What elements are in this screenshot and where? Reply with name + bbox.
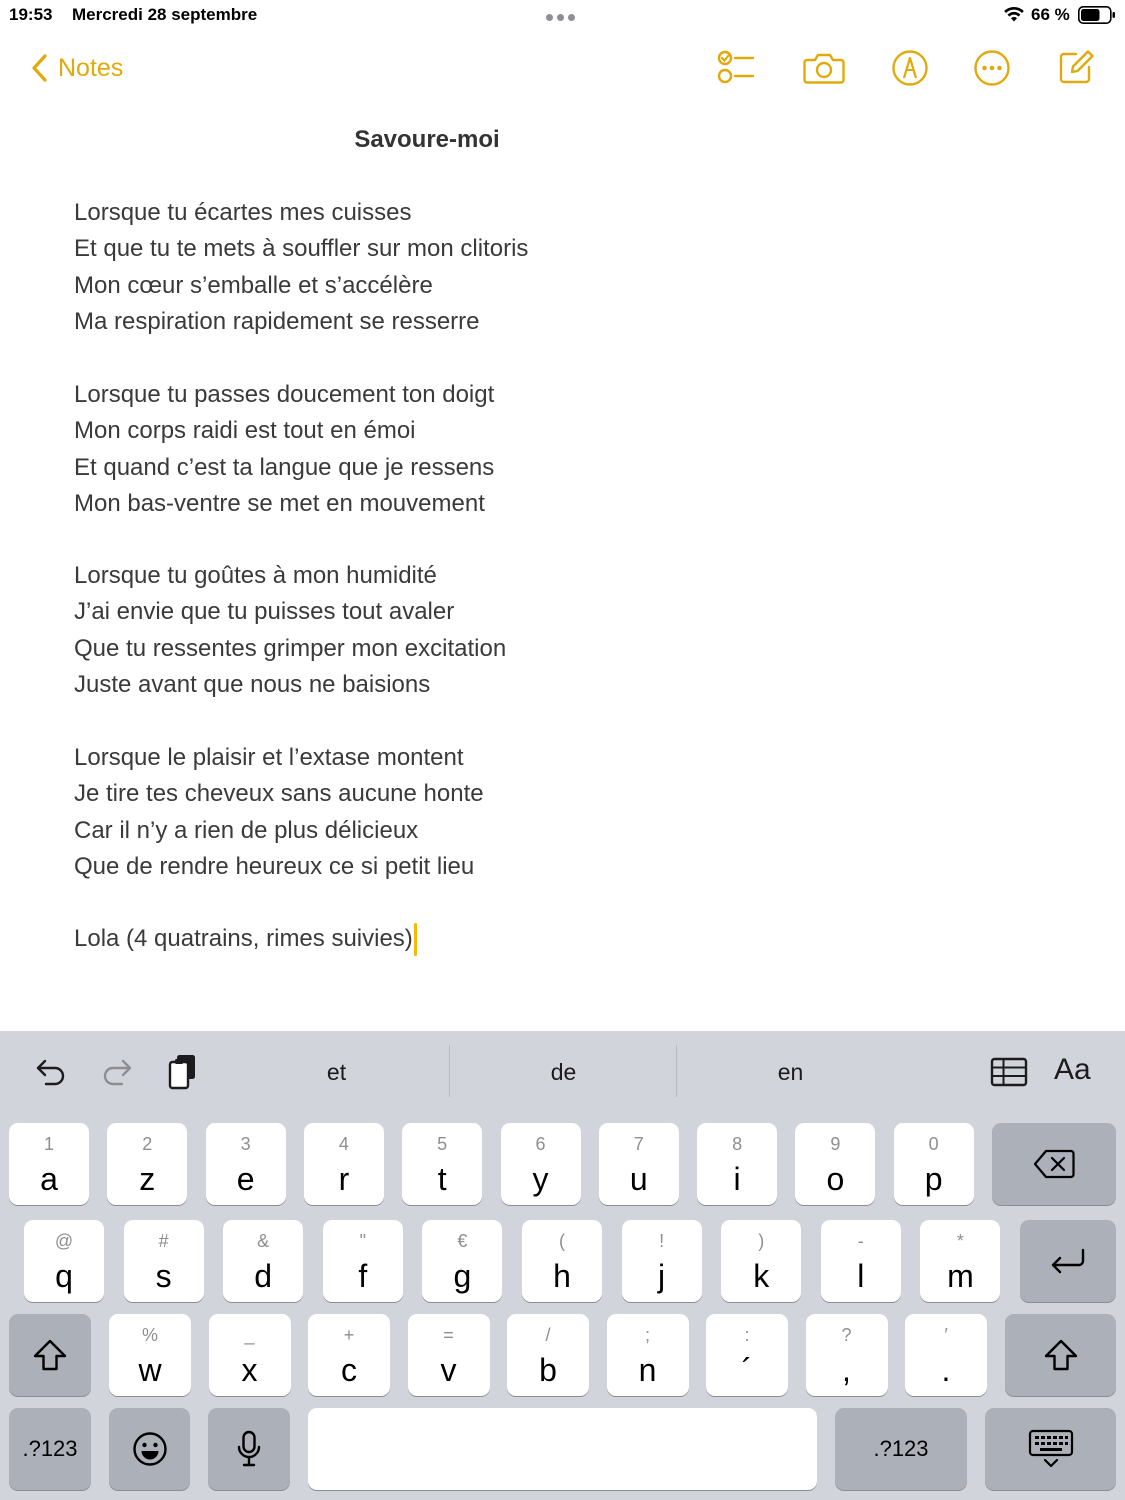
verse-line[interactable]: Lorsque le plaisir et l’extase montent [74,744,464,771]
verse-line[interactable]: Et quand c’est ta langue que je ressens [74,453,495,481]
verse-line[interactable]: J’ai envie que tu puisses tout avaler [74,598,455,626]
key-secondary-label: % [141,1325,158,1345]
shift-key-right[interactable] [1005,1314,1116,1396]
key-primary-label: e [236,1161,255,1197]
wifi-icon [1003,5,1025,23]
paste-button[interactable] [160,1049,206,1095]
keyboard-dismiss-icon [1028,1429,1074,1469]
key-w[interactable] [109,1314,191,1396]
verse-line[interactable]: Que de rendre heureux ce si petit lieu [74,852,475,880]
table-button[interactable] [986,1049,1032,1095]
checklist-icon [715,48,757,88]
dictation-key[interactable] [208,1408,290,1490]
key-g[interactable] [422,1220,502,1302]
key-z[interactable] [107,1123,187,1205]
key-primary-label: , [842,1352,851,1388]
key-c[interactable] [308,1314,390,1396]
key-secondary-label: + [343,1325,355,1345]
chevron-left-icon [30,53,48,83]
shift-icon [32,1338,68,1372]
redo-icon [100,1057,134,1087]
key-secondary-label: 5 [437,1134,448,1154]
key-punct-6[interactable] [706,1314,788,1396]
numbers-key-left[interactable] [9,1408,91,1490]
key-secondary-label: " [359,1231,366,1251]
stanza-4 [74,740,484,885]
hide-keyboard-key[interactable] [985,1408,1116,1490]
key-secondary-label: ? [841,1325,852,1345]
key-secondary-label: # [158,1231,169,1251]
key-o[interactable] [795,1123,875,1205]
text-format-button[interactable]: Aa [1054,1053,1091,1086]
compose-button[interactable] [1054,46,1098,90]
key-secondary-label: = [443,1325,454,1345]
text-caret [414,923,417,956]
key-n[interactable] [607,1314,689,1396]
multitasking-dots-icon[interactable] [546,8,580,22]
undo-button[interactable] [28,1049,74,1095]
key-primary-label: y [532,1161,549,1197]
signature-text: Lola (4 quatrains, rimes suivies) [74,925,413,952]
verse-line[interactable]: Et que tu te mets à souffler sur mon clitoris [74,235,529,263]
key-d[interactable] [223,1220,303,1302]
key-primary-label: k [753,1258,770,1294]
return-icon [1049,1247,1087,1275]
key-secondary-label: - [857,1231,864,1251]
key-secondary-label: 4 [338,1134,349,1154]
back-label: Notes [58,53,124,82]
key-primary-label: i [733,1161,741,1197]
battery-icon [1078,6,1116,24]
emoji-key[interactable] [109,1408,190,1490]
key-secondary-label: 2 [142,1134,153,1154]
markup-pen-icon [891,49,929,87]
more-icon [973,49,1011,87]
key-primary-label: j [658,1258,666,1294]
key-primary-label: v [440,1352,457,1388]
key-a[interactable] [9,1123,89,1205]
key-x[interactable] [209,1314,291,1396]
status-time: 19:53 [9,5,53,24]
key-r[interactable] [304,1123,384,1205]
back-button[interactable] [30,50,123,86]
key-k[interactable] [721,1220,801,1302]
key-secondary-label: ; [644,1325,650,1345]
verse-line[interactable]: Car il n’y a rien de plus délicieux [74,816,419,844]
key-p[interactable] [894,1123,974,1205]
backspace-icon [1033,1149,1075,1179]
key-primary-label: z [139,1161,156,1197]
verse-line[interactable]: Que tu ressentes grimper mon excitation [74,634,507,662]
key-e[interactable] [206,1123,286,1205]
stanza-1 [74,195,528,340]
key-primary-label: r [338,1161,350,1197]
key-secondary-label: 6 [535,1134,546,1154]
verse-line[interactable]: Mon cœur s’emballe et s’accélère [74,271,433,299]
delete-key[interactable] [992,1123,1116,1205]
table-icon [990,1057,1028,1087]
signature-line[interactable] [74,921,417,957]
key-primary-label: f [358,1258,368,1294]
verse-line[interactable]: Lorsque tu goûtes à mon humidité [74,562,437,589]
verse-line[interactable]: Lorsque tu écartes mes cuisses [74,199,412,226]
key-t[interactable] [402,1123,482,1205]
key-primary-label: ´ [741,1352,753,1388]
key-primary-label: p [924,1161,943,1197]
checklist-button[interactable] [714,46,758,90]
key-secondary-label: & [257,1231,270,1251]
suggestion-1[interactable]: et [326,1059,347,1085]
key-primary-label: h [553,1258,571,1294]
key-secondary-label: 0 [928,1134,939,1154]
key-f[interactable] [323,1220,403,1302]
key-primary-label: w [138,1352,162,1388]
key-secondary-label: ′ [944,1325,948,1345]
key-u[interactable] [599,1123,679,1205]
key-primary-label: t [437,1161,447,1197]
key-secondary-label: ) [758,1231,765,1251]
key-secondary-label: : [744,1325,750,1345]
key-secondary-label: 1 [43,1134,54,1154]
key-secondary-label: _ [244,1325,255,1345]
key-secondary-label: € [457,1231,468,1251]
note-title[interactable]: Savoure-moi [354,126,500,153]
key-primary-label: c [341,1352,357,1388]
key-primary-label: . [941,1352,951,1388]
key-punct-7[interactable] [806,1314,888,1396]
shortcut-bar [0,1031,1125,1113]
key-q[interactable] [24,1220,104,1302]
keyboard [0,1031,1125,1500]
key-secondary-label: 9 [830,1134,841,1154]
signature-block [74,921,417,957]
redo-button[interactable] [94,1049,140,1095]
key-y[interactable] [501,1123,581,1205]
key-v[interactable] [408,1314,490,1396]
shift-icon [1043,1338,1079,1372]
key-i[interactable] [697,1123,777,1205]
key-secondary-label: 7 [633,1134,644,1154]
camera-icon [803,51,845,85]
key-primary-label: n [638,1352,657,1388]
key-primary-label: s [155,1258,172,1294]
key-label: .?123 [22,1436,78,1461]
key-punct-8[interactable] [905,1314,987,1396]
more-button[interactable] [970,46,1014,90]
verse-line[interactable]: Mon corps raidi est tout en émoi [74,417,416,445]
compose-icon [1056,48,1096,88]
emoji-icon [132,1431,168,1467]
key-primary-label: x [241,1352,258,1388]
microphone-icon [236,1430,262,1468]
key-primary-label: q [55,1258,73,1294]
numbers-key-right[interactable] [835,1408,967,1490]
space-bar[interactable] [308,1408,817,1490]
undo-icon [34,1057,68,1087]
navigation-bar [0,40,1125,96]
suggestion-divider [449,1045,450,1097]
key-secondary-label: 3 [240,1134,251,1154]
verse-line[interactable]: Lorsque tu passes doucement ton doigt [74,381,495,408]
camera-button[interactable] [802,46,846,90]
key-primary-label: o [826,1161,845,1197]
stanza-3 [74,558,506,703]
key-m[interactable] [920,1220,1000,1302]
stanza-2 [74,377,494,522]
key-secondary-label: ( [559,1231,565,1251]
return-key[interactable] [1020,1220,1116,1302]
key-primary-label: d [254,1258,273,1294]
markup-button[interactable] [888,46,932,90]
key-primary-label: l [857,1258,865,1294]
key-primary-label: g [453,1258,472,1294]
battery-percent: 66 % [1031,5,1070,24]
key-primary-label: a [40,1161,58,1197]
key-secondary-label: @ [54,1231,74,1251]
shift-key-left[interactable] [9,1314,91,1396]
key-secondary-label: ! [659,1231,665,1251]
key-j[interactable] [622,1220,702,1302]
key-b[interactable] [507,1314,589,1396]
key-primary-label: u [629,1161,648,1197]
key-secondary-label: / [545,1325,551,1345]
verse-line[interactable]: Mon bas-ventre se met en mouvement [74,489,485,517]
status-date: Mercredi 28 septembre [72,5,258,24]
clipboard-icon [167,1053,199,1091]
verse-line[interactable]: Je tire tes cheveux sans aucune honte [74,780,484,808]
key-s[interactable] [124,1220,204,1302]
key-l[interactable] [821,1220,901,1302]
key-primary-label: m [947,1258,974,1294]
verse-line[interactable]: Juste avant que nous ne baisions [74,670,431,698]
verse-line[interactable]: Ma respiration rapidement se resserre [74,307,480,335]
suggestion-2[interactable]: de [550,1059,577,1085]
key-secondary-label: * [956,1231,964,1251]
key-secondary-label: 8 [732,1134,743,1154]
suggestion-divider [676,1045,677,1097]
key-h[interactable] [522,1220,602,1302]
key-label: .?123 [873,1436,929,1461]
key-primary-label: b [539,1352,557,1388]
suggestion-3[interactable]: en [777,1059,804,1085]
status-bar [0,0,1125,30]
